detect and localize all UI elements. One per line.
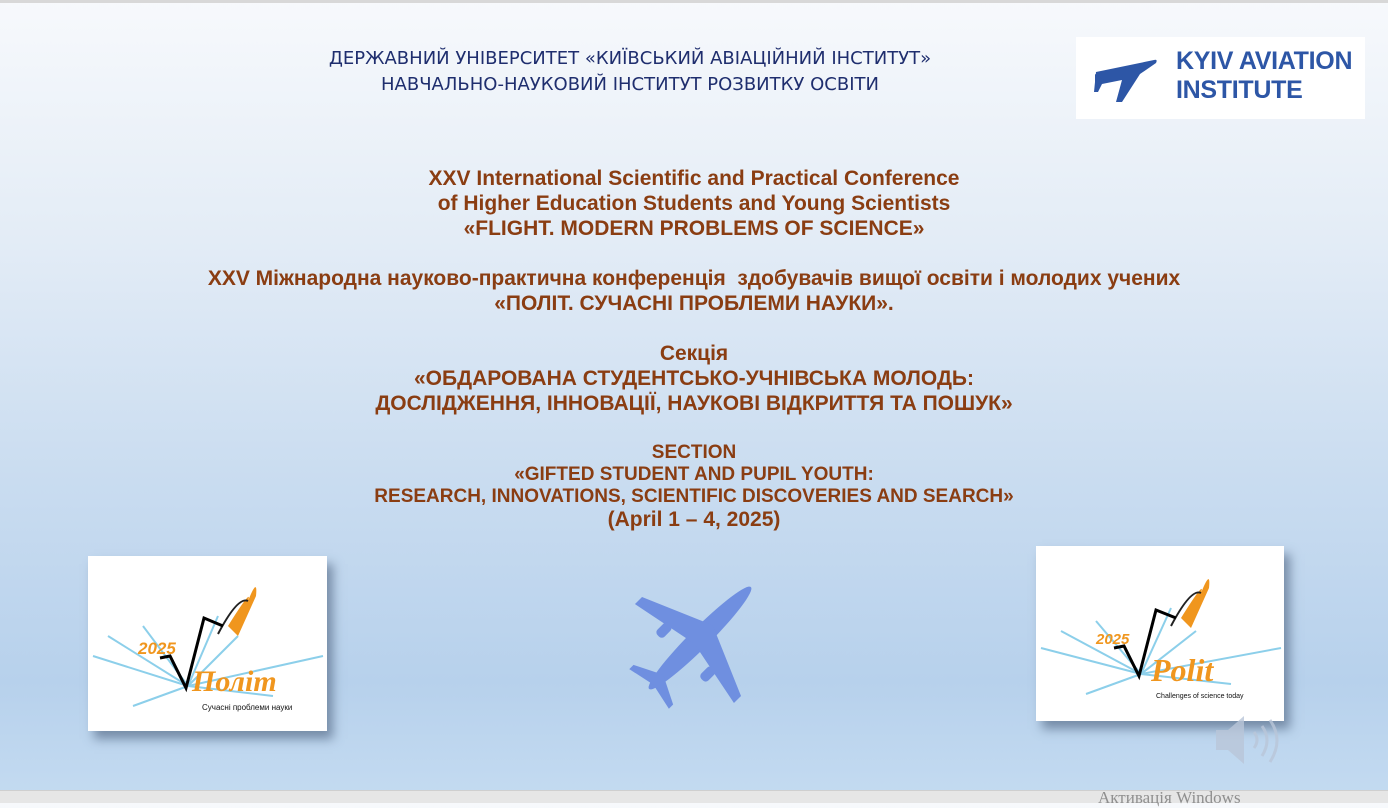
speaker-icon[interactable] <box>1212 712 1284 772</box>
polit-emblem-ua-graphic <box>88 556 327 731</box>
institute-name: НАВЧАЛЬНО-НАУКОВИЙ ІНСТИТУТ РОЗВИТКУ ОСВІТИ <box>381 74 879 95</box>
conference-en-line1: XXV International Scientific and Practical Conference <box>428 167 960 190</box>
section-ua-label: Секція <box>659 342 729 365</box>
section-en-label: SECTION <box>651 442 737 463</box>
section-title-en <box>0 442 1388 532</box>
logo-line1: KYIV AVIATION <box>1176 47 1353 75</box>
polit-emblem-ua <box>88 556 327 731</box>
emblem-right-year: 2025 <box>1096 631 1130 648</box>
polit-emblem-en-graphic <box>1036 546 1284 721</box>
emblem-right-name: Polit <box>1151 652 1214 688</box>
top-border <box>0 0 1388 3</box>
university-name: ДЕРЖАВНИЙ УНІВЕРСИТЕТ «КИЇВСЬКИЙ АВІАЦІЙНИЙ ІНСТИТУТ» <box>328 48 932 69</box>
emblem-right-tagline: Challenges of science today <box>1156 693 1244 700</box>
conference-dates: (April 1 – 4, 2025) <box>607 508 781 531</box>
conference-en-line2: of Higher Education Students and Young Scientists <box>437 192 951 215</box>
windows-activation-watermark: Активація Windows <box>1098 788 1241 807</box>
section-ua-line1: «ОБДАРОВАНА СТУДЕНТСЬКО-УЧНІВСЬКА МОЛОДЬ: <box>414 367 974 390</box>
airplane-icon <box>1092 50 1160 106</box>
airplane-icon <box>620 558 780 718</box>
conference-en-line3: «FLIGHT. MODERN PROBLEMS OF SCIENCE» <box>463 217 925 240</box>
conference-title-ua <box>0 266 1388 316</box>
emblem-left-name: Політ <box>192 665 277 698</box>
emblem-left-year: 2025 <box>138 639 176 658</box>
polit-emblem-en <box>1036 546 1284 721</box>
university-header <box>200 46 1060 98</box>
conference-ua-line1: XXV Міжнародна науково-практична конференція здобувачів вищої освіти і молодих учених <box>207 267 1181 290</box>
section-en-line2: RESEARCH, INNOVATIONS, SCIENTIFIC DISCOVERIES AND SEARCH» <box>374 486 1014 507</box>
kyiv-aviation-logo <box>1076 37 1365 119</box>
logo-line2: INSTITUTE <box>1176 76 1303 104</box>
section-en-line1: «GIFTED STUDENT AND PUPIL YOUTH: <box>514 464 874 485</box>
emblem-left-tagline: Сучасні проблеми науки <box>202 703 293 712</box>
section-ua-line2: ДОСЛІДЖЕННЯ, ІННОВАЦІЇ, НАУКОВІ ВІДКРИТТЯ ТА ПОШУК» <box>375 392 1013 415</box>
section-title-ua <box>0 341 1388 416</box>
conference-ua-line2: «ПОЛІТ. СУЧАСНІ ПРОБЛЕМИ НАУКИ». <box>494 292 894 315</box>
conference-title-en <box>0 166 1388 241</box>
logo-text <box>1176 47 1352 105</box>
